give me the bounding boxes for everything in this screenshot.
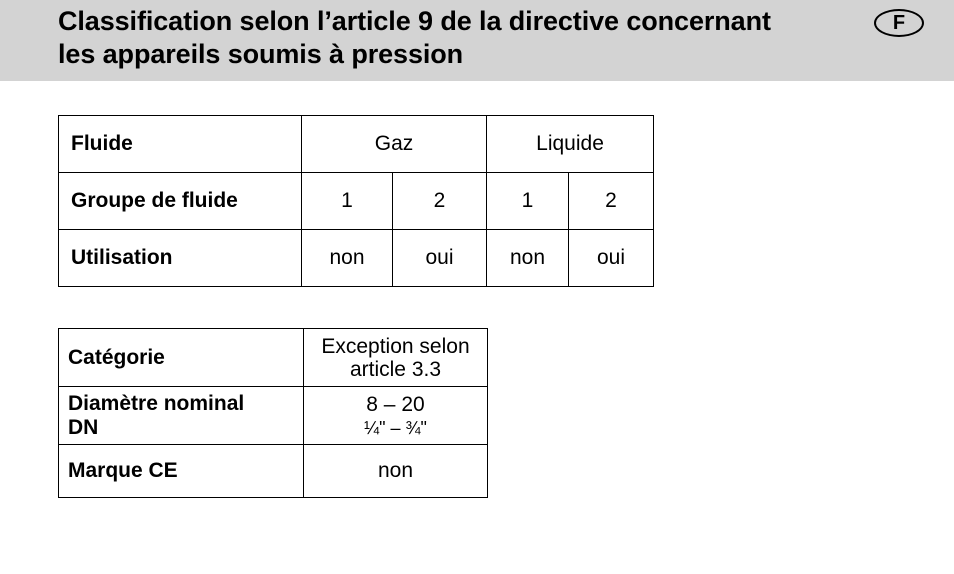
diametre-label-line2: DN bbox=[68, 415, 99, 439]
table-row-categorie bbox=[59, 329, 488, 387]
utilisation-liquide-2: oui bbox=[569, 230, 654, 287]
table-row-groupe bbox=[59, 173, 654, 230]
utilisation-label: Utilisation bbox=[59, 230, 302, 287]
table-row-marque bbox=[59, 445, 488, 498]
diametre-value bbox=[304, 387, 488, 445]
categorie-value-line2: article 3.3 bbox=[349, 357, 442, 381]
groupe-liquide-1: 1 bbox=[487, 173, 569, 230]
fluid-table bbox=[58, 115, 654, 287]
categorie-value-line1: Exception selon bbox=[321, 334, 470, 358]
liquide-cell: Liquide bbox=[487, 116, 654, 173]
utilisation-liquide-1: non bbox=[487, 230, 569, 287]
language-badge: F bbox=[874, 9, 924, 37]
utilisation-gaz-1: non bbox=[302, 230, 393, 287]
groupe-liquide-2: 2 bbox=[569, 173, 654, 230]
diametre-value-line1: 8 – 20 bbox=[366, 392, 425, 416]
groupe-label: Groupe de fluide bbox=[59, 173, 302, 230]
groupe-gaz-2: 2 bbox=[393, 173, 487, 230]
table-row-fluide bbox=[59, 116, 654, 173]
fluide-label: Fluide bbox=[59, 116, 302, 173]
diametre-label-line1: Diamètre nominal bbox=[68, 391, 245, 415]
gaz-cell: Gaz bbox=[302, 116, 487, 173]
page-title bbox=[58, 5, 878, 71]
page-title-line2: les appareils soumis à pression bbox=[58, 39, 464, 69]
category-table bbox=[58, 328, 488, 498]
diametre-value-line2: ¼" – ¾" bbox=[364, 417, 427, 438]
marque-value: non bbox=[304, 445, 488, 498]
marque-label: Marque CE bbox=[59, 445, 304, 498]
groupe-gaz-1: 1 bbox=[302, 173, 393, 230]
categorie-value bbox=[304, 329, 488, 387]
diametre-label bbox=[59, 387, 304, 445]
table-row-diametre bbox=[59, 387, 488, 445]
categorie-label: Catégorie bbox=[59, 329, 304, 387]
table-row-utilisation bbox=[59, 230, 654, 287]
page-title-line1: Classification selon l’article 9 de la directive concernant bbox=[58, 6, 771, 36]
utilisation-gaz-2: oui bbox=[393, 230, 487, 287]
